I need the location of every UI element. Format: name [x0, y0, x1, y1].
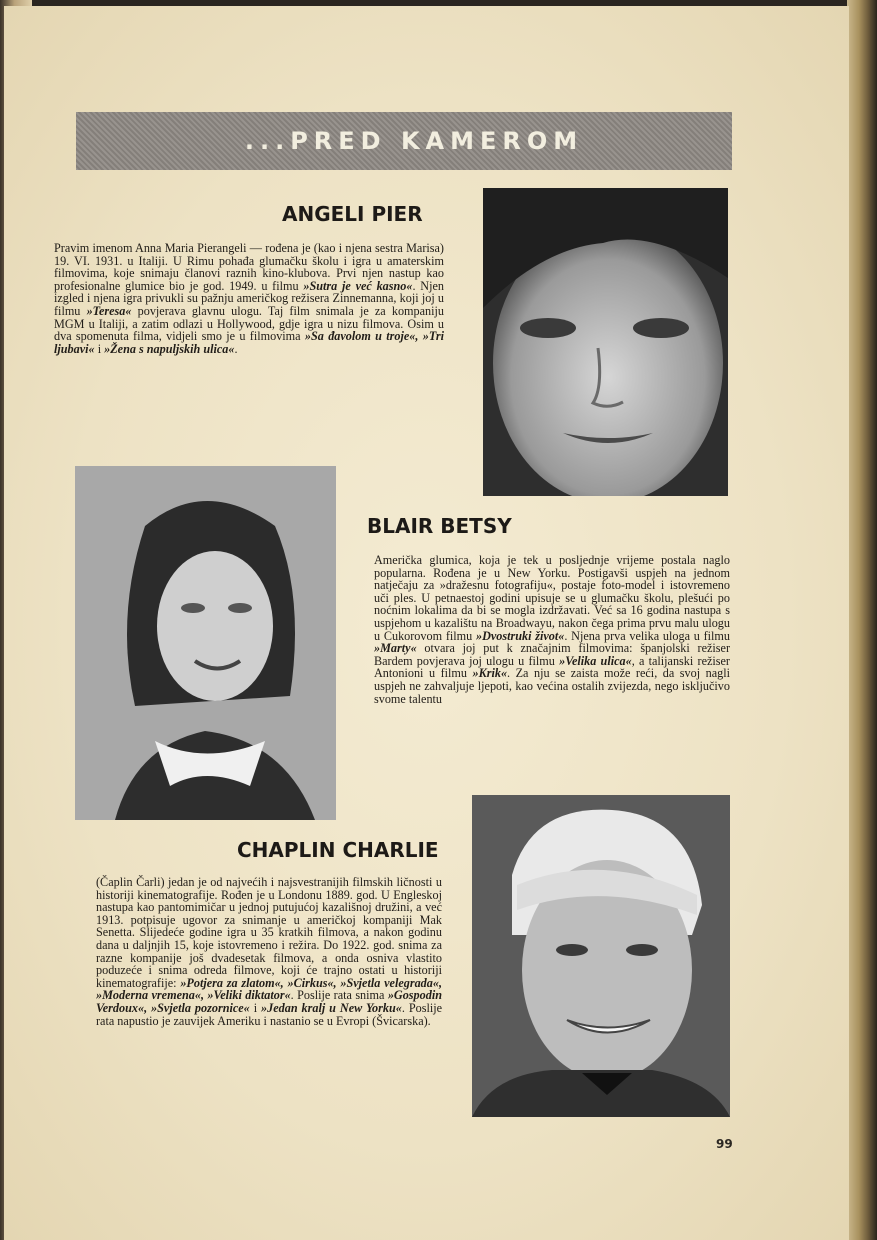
- entry-heading-angeli-pier: ANGELI PIER: [282, 202, 423, 226]
- entry-heading-blair-betsy: BLAIR BETSY: [367, 514, 512, 538]
- entry-text-chaplin-charlie: (Čaplin Čarli) jedan je od najvećih i najsvestranijih filmskih ličnosti u historiji kinematografije. Rođen je u Londonu 1889. god. U Engleskoj nastupa kao pantomimičar u jednoj putujućoj kazališnoj družini, a već 1913. potpisuje ugovor za snimanje u američkoj kompaniji Mak Senetta. Slijedeće godine igra u 35 kratkih filmova, a nakon godinu dana u daljnjih 15, koje istovremeno i režira. Do 1922. god. snima za razne kompanije još dvadesetak filmova, a onda osniva vlastito poduzeće i snima odreda filmove, koji će trajno ostati u historiji kinematografije: »Potjera za zlatom«, »Cirkus«, »Svjetla velegrada«, »Moderna vremena«, »Veliki diktator«. Poslije rata snima »Gospodin Verdoux«, »Svjetla pozornice« i »Jedan kralj u New Yorku«. Poslije rata napustio je zauvijek Ameriku i nastanio se u Evropi (Švicarska).: [96, 875, 443, 1028]
- section-title: ...PRED KAMEROM: [244, 127, 584, 155]
- photo-blair-betsy: [75, 466, 336, 820]
- entry-heading-chaplin-charlie: CHAPLIN CHARLIE: [237, 838, 439, 862]
- photo-angeli-pier: [483, 188, 728, 496]
- page-number: 99: [716, 1137, 733, 1151]
- entry-text-angeli-pier: Pravim imenom Anna Maria Pierangeli — rođena je (kao i njena sestra Marisa) 19. VI. 1931. u Italiji. U Rimu pohađa glumačku školu i igra u amaterskim filmovima, koje snimaju članovi raznih kino-klubova. Prvi njen nastup kao profesionalne glumice bio je god. 1949. u filmu »Sutra je već kasno«. Njen izgled i njena igra privukli su pažnju američkog režisera Zinnemanna, koji joj u filmu »Teresa« povjerava glavnu ulogu. Taj film snimala je za kompaniju MGM u Italiji, a zatim odlazi u Hollywood, gdje igra u nizu filmova. Osim u dva spomenuta filma, vidjeli smo je u filmovima »Sa đavolom u troje«, »Tri ljubavi« i »Žena s napuljskih ulica«.: [54, 241, 444, 356]
- photo-chaplin-charlie: [472, 795, 730, 1117]
- magazine-page: [4, 6, 849, 1240]
- page-edge-shadow: [847, 0, 877, 1240]
- section-banner: [76, 112, 732, 170]
- entry-text-blair-betsy: Američka glumica, koja je tek u posljednje vrijeme postala naglo popularna. Rođena je u New Yorku. Postigavši uspjeh na jednom natječaju za »dražesnu fotografiju«, postaje foto-model i istovremeno uči ples. U petnaestoj godini upisuje se u glumačku školu, plešući po noćnim lokalima da bi se mogla izdržavati. Već sa 16 godina nastupa s uspjehom u kazalištu na Broadwayu, nakon čega prima prvu malu ulogu u Cukorovom filmu »Dvostruki život«. Njena prva velika uloga u filmu »Marty« otvara joj put k značajnim filmovima: španjolski režiser Bardem povjerava joj ulogu u filmu »Velika ulica«, a talijanski režiser Antonioni u filmu »Krik«. Za nju se zaista može reći, da svoj nagli uspjeh ne zahvaljuje ljepoti, kao većina ostalih zvijezda, nego isključivo svome talentu: [374, 553, 730, 706]
